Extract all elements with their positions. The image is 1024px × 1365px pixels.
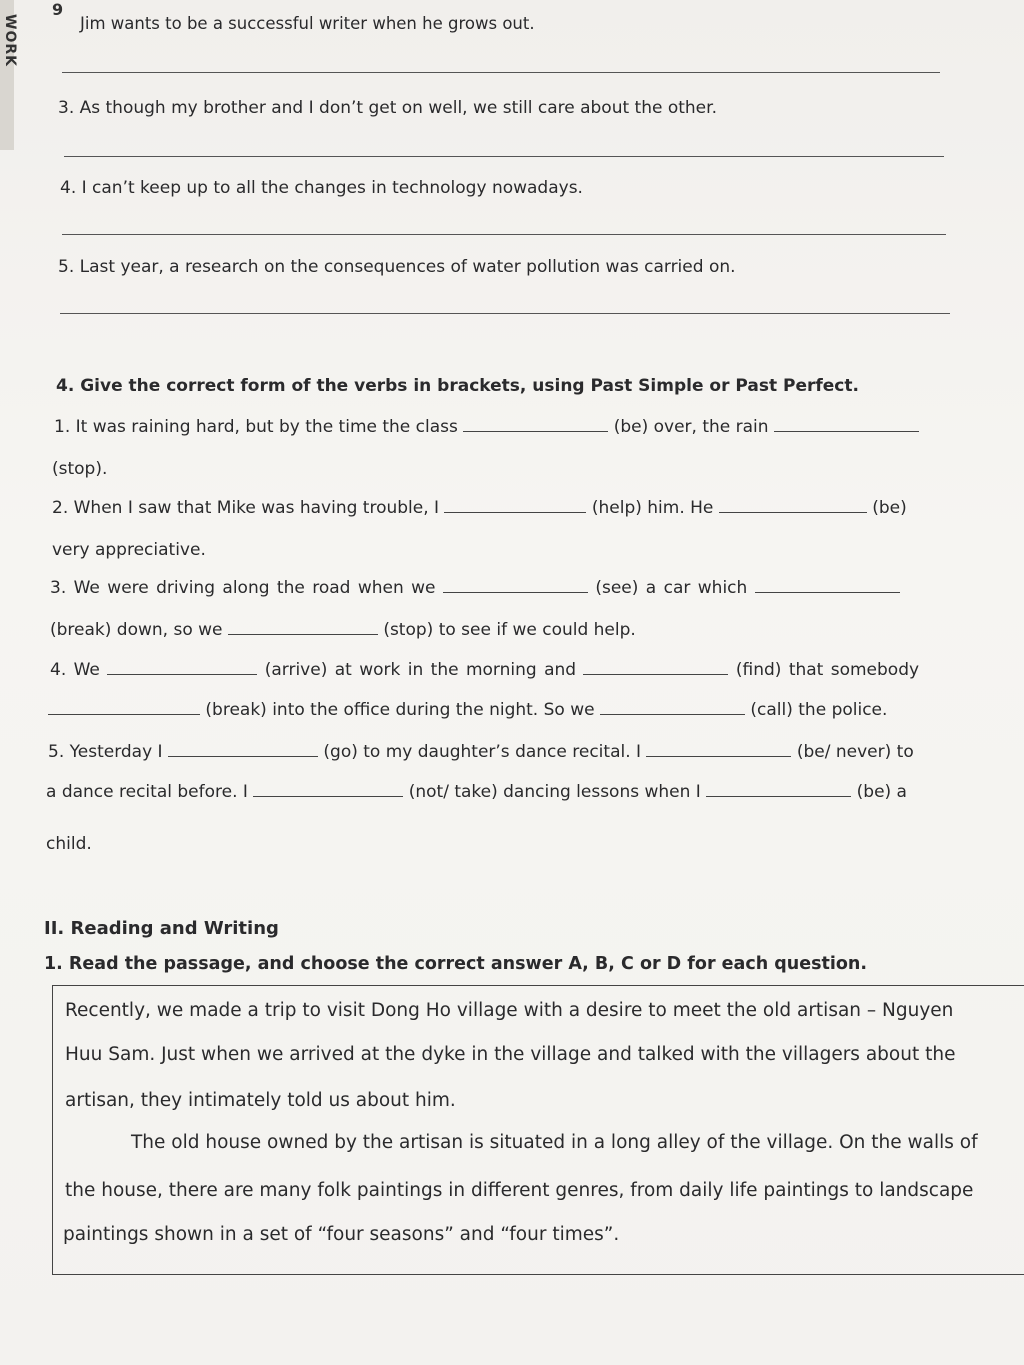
margin-label: WORK	[2, 14, 18, 67]
q5-text-d: a dance recital before. I	[46, 782, 248, 802]
q5-text-e: (not/ take) dancing lessons when I	[408, 782, 701, 802]
q4-blank-3[interactable]	[48, 700, 200, 715]
passage-line-5: the house, there are many folk paintings in different genres, from daily life paintings to landscape	[65, 1180, 974, 1201]
q3-text-a: 3. We were driving along the road when we	[50, 578, 436, 598]
q5-blank-3[interactable]	[253, 782, 403, 797]
q5-text-b: (go) to my daughter’s dance recital. I	[323, 742, 642, 762]
q2-blank-2[interactable]	[719, 498, 867, 513]
section-4-heading: 4. Give the correct form of the verbs in brackets, using Past Simple or Past Perfect.	[56, 376, 859, 396]
q2-text-b: (help) him. He	[591, 498, 714, 518]
reading-passage-box	[52, 985, 1024, 1275]
passage-line-3: artisan, they intimately told us about him.	[65, 1090, 456, 1111]
q2-text-d: very appreciative.	[52, 540, 206, 560]
question-5-line-1	[48, 742, 914, 762]
rewrite-item-3: 3. As though my brother and I don’t get on well, we still care about the other.	[58, 98, 717, 118]
reading-task-1: 1. Read the passage, and choose the correct answer A, B, C or D for each question.	[44, 954, 868, 974]
q1-blank-1[interactable]	[463, 417, 608, 432]
question-5-line-2	[46, 782, 907, 802]
q4-text-a: 4. We	[50, 660, 100, 680]
question-3-line-2	[50, 620, 636, 640]
q2-blank-1[interactable]	[444, 498, 586, 513]
question-2-line-1	[52, 498, 907, 518]
q1-text-c: (stop).	[52, 459, 108, 479]
q3-text-c: (break) down, so we	[50, 620, 223, 640]
q4-blank-2[interactable]	[583, 660, 728, 675]
answer-line	[62, 234, 946, 235]
q4-text-c: (find) that somebody	[735, 660, 920, 680]
q4-text-b: (arrive) at work in the morning and	[264, 660, 577, 680]
q4-blank-1[interactable]	[107, 660, 257, 675]
q1-blank-2[interactable]	[774, 417, 919, 432]
passage-line-4: The old house owned by the artisan is situated in a long alley of the village. On the walls of	[131, 1132, 978, 1153]
part-2-heading: II. Reading and Writing	[44, 918, 279, 939]
q1-text-a: 1. It was raining hard, but by the time the class	[54, 417, 458, 437]
q2-text-a: 2. When I saw that Mike was having trouble, I	[52, 498, 440, 518]
q3-text-b: (see) a car which	[595, 578, 748, 598]
q5-text-a: 5. Yesterday I	[48, 742, 163, 762]
margin-number: 9	[52, 0, 64, 19]
question-1-line-1	[54, 417, 919, 437]
q5-blank-2[interactable]	[646, 742, 791, 757]
answer-line	[64, 156, 944, 157]
answer-line	[60, 313, 950, 314]
passage-line-1: Recently, we made a trip to visit Dong Ho village with a desire to meet the old artisan – Nguyen	[65, 1000, 954, 1021]
q4-text-d: (break) into the office during the night. So we	[205, 700, 595, 720]
q3-blank-1[interactable]	[443, 578, 588, 593]
rewrite-item-5: 5. Last year, a research on the consequences of water pollution was carried on.	[58, 257, 736, 277]
q3-blank-3[interactable]	[228, 620, 378, 635]
question-4-line-1	[50, 660, 919, 680]
answer-line	[62, 72, 940, 73]
q2-text-c: (be)	[872, 498, 907, 518]
q5-blank-1[interactable]	[168, 742, 318, 757]
q5-text-c: (be/ never) to	[796, 742, 914, 762]
passage-line-2: Huu Sam. Just when we arrived at the dyke in the village and talked with the villagers about the	[65, 1044, 956, 1065]
rewrite-item-2: Jim wants to be a successful writer when he grows out.	[80, 14, 535, 33]
q3-blank-2[interactable]	[755, 578, 900, 593]
q1-text-b: (be) over, the rain	[613, 417, 769, 437]
q4-blank-4[interactable]	[600, 700, 745, 715]
q4-text-e: (call) the police.	[750, 700, 888, 720]
q5-blank-4[interactable]	[706, 782, 851, 797]
q3-text-d: (stop) to see if we could help.	[383, 620, 636, 640]
passage-line-6: paintings shown in a set of “four seasons” and “four times”.	[63, 1224, 620, 1245]
question-3-line-1	[50, 578, 900, 598]
q5-text-g: child.	[46, 834, 92, 854]
question-4-line-2	[48, 700, 887, 720]
q5-text-f: (be) a	[856, 782, 907, 802]
rewrite-item-4: 4. I can’t keep up to all the changes in technology nowadays.	[60, 178, 583, 198]
